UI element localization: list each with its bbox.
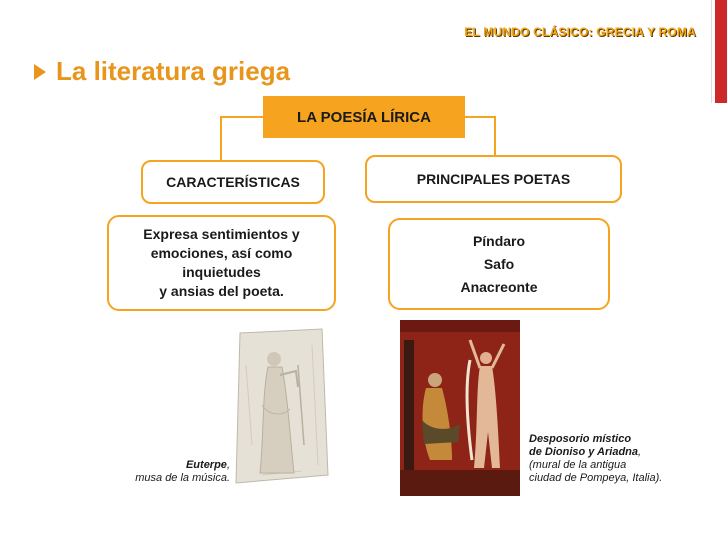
pompeii-mural-image <box>400 320 520 496</box>
connector-root-left <box>221 117 263 160</box>
mural-caption <box>529 433 699 485</box>
detail-line: y ansias del poeta. <box>159 283 284 299</box>
poet-item: Anacreonte <box>460 278 538 295</box>
euterpe-name: Euterpe <box>185 459 227 471</box>
detail-line: emociones, así como <box>150 245 293 261</box>
detail-line: Expresa sentimientos y <box>143 226 300 242</box>
detail-line: inquietudes <box>182 264 261 280</box>
mural-caption-line2 <box>529 446 699 459</box>
euterpe-caption <box>110 459 230 485</box>
caption-punct: , <box>226 459 230 471</box>
euterpe-caption-line1 <box>110 459 230 472</box>
euterpe-relief-image <box>232 325 330 487</box>
slide-title: La literatura griega <box>56 56 291 86</box>
poets-node: PRINCIPALES POETAS <box>365 155 622 203</box>
caption-punct: , <box>638 446 642 458</box>
poet-item: Píndaro <box>472 232 526 249</box>
mural-caption-line3: (mural de la antigua <box>529 459 627 471</box>
mural-caption-title: de Dioniso y Ariadna <box>529 446 639 458</box>
header-title: EL MUNDO CLÁSICO: GRECIA Y ROMA <box>464 25 696 39</box>
euterpe-caption-line2: musa de la música. <box>135 472 230 484</box>
mural-caption-line4: ciudad de Pompeya, Italia). <box>529 472 663 484</box>
poet-item: Safo <box>483 255 515 272</box>
characteristics-node: CARACTERÍSTICAS <box>141 160 325 204</box>
mural-caption-line1: Desposorio místico <box>529 433 632 445</box>
connector-root-right <box>465 117 495 155</box>
characteristics-detail <box>107 215 336 311</box>
root-node: LA POESÍA LÍRICA <box>263 96 465 138</box>
poets-list <box>388 218 610 310</box>
